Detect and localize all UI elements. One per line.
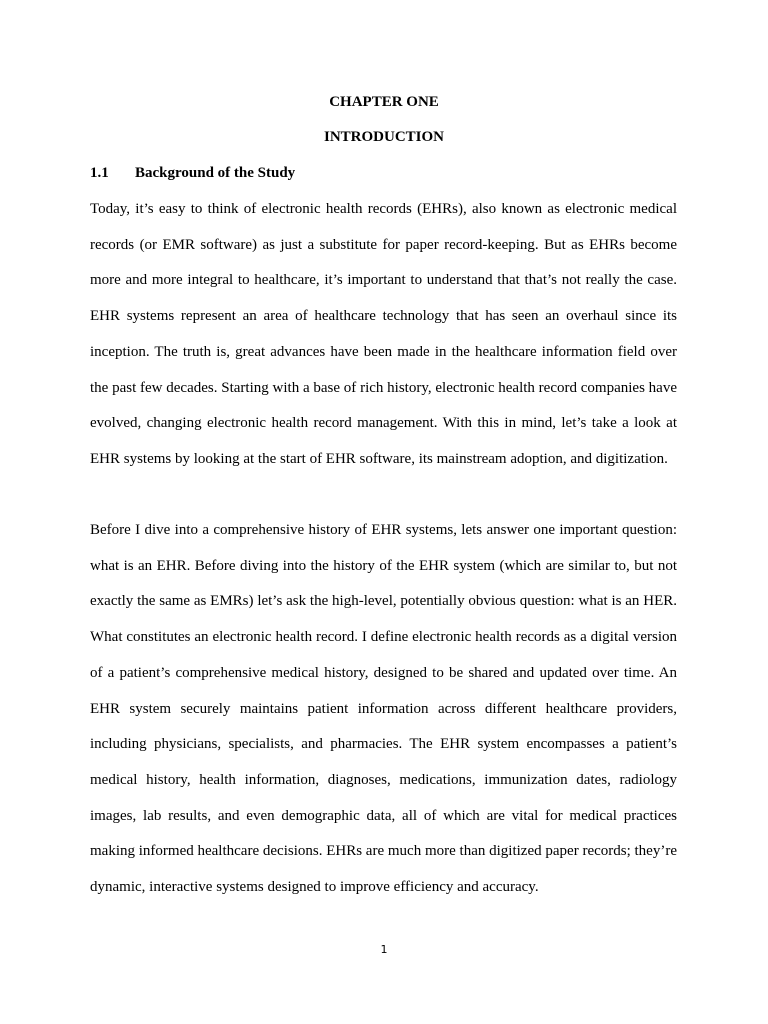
chapter-title: CHAPTER ONE xyxy=(329,94,439,110)
subsection-heading xyxy=(90,164,295,182)
subsection-title: Background of the Study xyxy=(135,165,296,181)
body-paragraph-1: Today, it’s easy to think of electronic health records (EHRs), also known as electronic medical records (or EMR software) as just a substitute for paper record-keeping. But as EHRs become more and more integral to healthcare, it’s important to understand that that’s not really the case. EHR systems represent an area of healthcare technology that has seen an overhaul since its inception. The truth is, great advances have been made in the healthcare information field over the past few decades. Starting with a base of rich history, electronic health record companies have evolved, changing electronic health record management. With this in mind, let’s take a look at EHR systems by looking at the start of EHR software, its mainstream adoption, and digitization. xyxy=(90,201,677,467)
body-paragraph-2: Before I dive into a comprehensive history of EHR systems, lets answer one important question: what is an EHR. Before diving into the history of the EHR system (which are similar to, but not exactly the same as EMRs) let’s ask the high-level, potentially obvious question: what is an HER. What constitutes an electronic health record. I define electronic health records as a digital version of a patient’s comprehensive medical history, designed to be shared and updated over time. An EHR system securely maintains patient information across different healthcare providers, including physicians, specialists, and pharmacies. The EHR system encompasses a patient’s medical history, health information, diagnoses, medications, immunization dates, radiology images, lab results, and even demographic data, all of which are vital for medical practices making informed healthcare decisions. EHRs are much more than digitized paper records; they’re dynamic, interactive systems designed to improve efficiency and accuracy. xyxy=(90,522,677,896)
section-title: INTRODUCTION xyxy=(323,129,444,145)
subsection-number: 1.1 xyxy=(90,165,109,181)
page-number: 1 xyxy=(380,943,388,956)
